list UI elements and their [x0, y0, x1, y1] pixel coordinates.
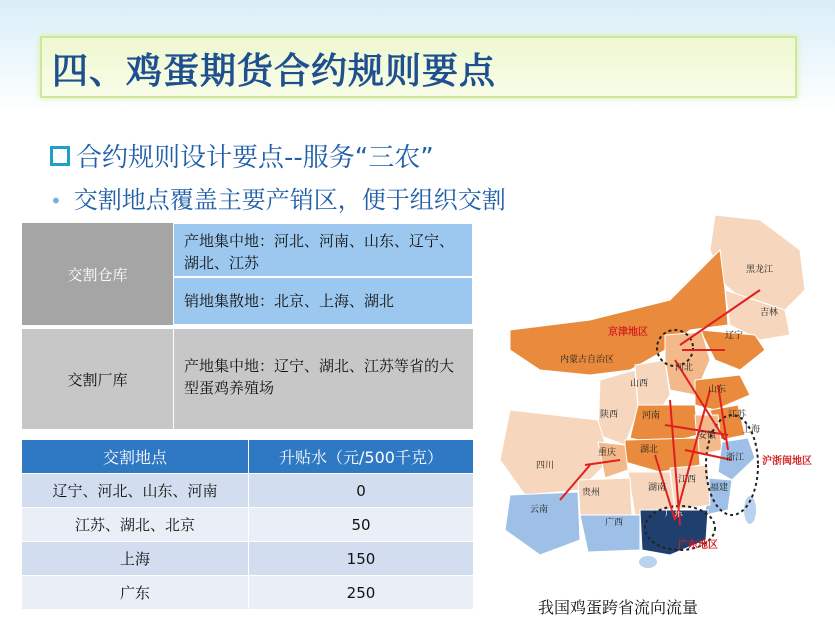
- label-sichuan: 四川: [536, 461, 555, 471]
- table-row: [22, 576, 473, 610]
- label-yunnan: 云南: [530, 505, 549, 515]
- table-header-row: [22, 440, 473, 474]
- label-hubei: 湖北: [640, 445, 659, 455]
- title-box: [40, 36, 797, 98]
- warehouse-item-cell: 产地集中地：河北、河南、山东、辽宁、湖北、江苏: [173, 223, 473, 277]
- island-hainan: [639, 556, 657, 568]
- label-zhejiang: 浙江: [726, 453, 745, 463]
- label-liaoning: 辽宁: [725, 331, 744, 341]
- region-label-jingjin: 京津地区: [608, 327, 648, 338]
- map-caption: 我国鸡蛋跨省流向流量: [538, 598, 699, 617]
- label-guangdong: 广东: [665, 509, 684, 519]
- location-cell: 上海: [119, 550, 150, 568]
- bullet-main-text: 合约规则设计要点--服务“三农”: [76, 143, 434, 173]
- header-premium: 升贴水（元/500千克）: [248, 440, 473, 473]
- bullet-sub-text: 交割地点覆盖主要产销区，便于组织交割: [73, 186, 506, 214]
- label-guangxi: 广西: [605, 518, 624, 528]
- square-bullet-icon: [50, 146, 70, 166]
- location-cell: 广东: [119, 584, 150, 602]
- premium-cell: 50: [248, 508, 473, 541]
- warehouse-category-cell: 交割仓库: [22, 223, 173, 325]
- bullet-main: [50, 137, 434, 174]
- premium-cell: 150: [248, 542, 473, 575]
- china-egg-flow-map: [470, 210, 835, 585]
- location-cell: 辽宁、河北、山东、河南: [52, 482, 218, 500]
- label-jilin: 吉林: [760, 308, 779, 318]
- dot-bullet-icon: •: [50, 189, 62, 213]
- page-title: 四、鸡蛋期货合约规则要点: [52, 51, 497, 92]
- location-cell: 江苏、湖北、北京: [74, 516, 195, 534]
- label-shanxi: 山西: [630, 379, 649, 389]
- label-fujian: 福建: [710, 483, 729, 493]
- label-heilongjiang: 黑龙江: [746, 265, 774, 275]
- header-location: 交割地点: [102, 448, 167, 467]
- label-shandong: 山东: [708, 385, 727, 395]
- table-row: [22, 508, 473, 542]
- bullet-sub: [50, 180, 506, 215]
- label-shanghai: 上海: [742, 425, 761, 435]
- label-hebei: 河北: [675, 363, 694, 373]
- label-chongqing: 重庆: [598, 448, 617, 458]
- table-row: [22, 542, 473, 576]
- province-yunnan: [505, 492, 580, 555]
- label-shaanxi: 陕西: [600, 410, 619, 420]
- region-label-guangdong: 广东地区: [678, 540, 718, 551]
- label-henan: 河南: [642, 411, 661, 421]
- premium-cell: 250: [248, 576, 473, 609]
- label-guizhou: 贵州: [582, 488, 601, 498]
- region-label-huzhemin: 沪浙闽地区: [762, 456, 812, 467]
- label-hunan: 湖南: [648, 483, 667, 493]
- warehouse-item-cell: 销地集散地：北京、上海、湖北: [173, 277, 473, 325]
- premium-cell: 0: [248, 474, 473, 507]
- label-jiangxi: 江西: [678, 475, 697, 485]
- table-row: [22, 474, 473, 508]
- factory-item-cell: 产地集中地：辽宁、湖北、江苏等省的大型蛋鸡养殖场: [173, 327, 473, 429]
- label-jiangsu: 江苏: [728, 410, 747, 420]
- label-inner-mongolia: 内蒙古自治区: [560, 355, 615, 365]
- factory-category-cell: 交割厂库: [22, 327, 173, 429]
- label-anhui: 安徽: [698, 431, 717, 441]
